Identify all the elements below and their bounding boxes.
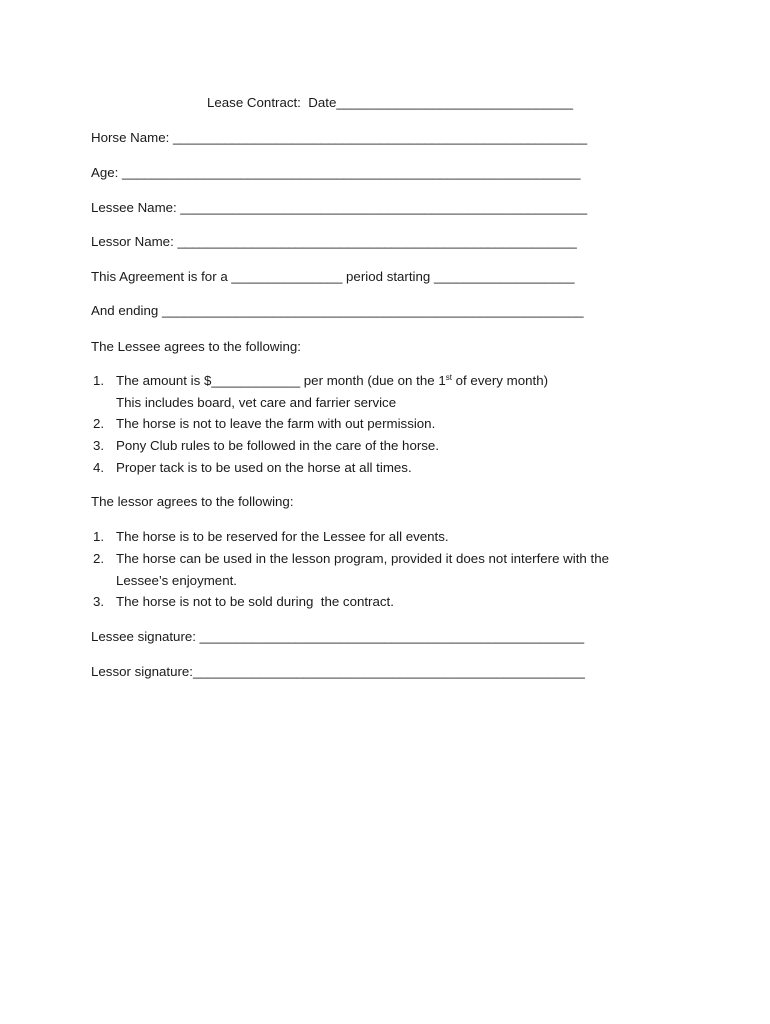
list-item: The horse is to be reserved for the Lessee for all events.: [116, 529, 449, 544]
list-item-continuation: Lessee’s enjoyment.: [116, 573, 237, 588]
agreement-period-field: This Agreement is for a _______________ period starting ___________________: [91, 269, 575, 284]
lessor-name-field: Lessor Name: ______________________________________________________: [91, 234, 577, 249]
age-field: Age: ______________________________________________________________: [91, 165, 581, 180]
list-item: Proper tack is to be used on the horse at all times.: [116, 460, 412, 475]
list-item-number: 1.: [93, 529, 105, 544]
lessor-section-heading: The lessor agrees to the following:: [91, 494, 294, 509]
list-item-number: 3.: [93, 438, 105, 453]
list-item-number: 4.: [93, 460, 105, 475]
list-item-number: 2.: [93, 551, 105, 566]
lessor-signature-field: Lessor signature:_____________________________________________________: [91, 664, 585, 679]
list-item-number: 2.: [93, 416, 105, 431]
list-item: The horse can be used in the lesson program, provided it does not interfere with the: [116, 551, 610, 566]
superscript-ordinal: st: [445, 373, 452, 382]
list-item: The horse is not to be sold during the contract.: [116, 594, 394, 609]
list-item-text-end: of every month): [451, 373, 549, 388]
and-ending-field: And ending _________________________________________________________: [91, 303, 584, 318]
list-item-number: 3.: [93, 594, 105, 609]
list-item: The horse is not to leave the farm with out permission.: [116, 416, 436, 431]
lessee-name-field: Lessee Name: _______________________________________________________: [91, 200, 588, 215]
document-title: Lease Contract: Date________________________________: [207, 95, 573, 110]
lessee-signature-field: Lessee signature: ____________________________________________________: [91, 629, 585, 644]
lessee-section-heading: The Lessee agrees to the following:: [91, 339, 301, 354]
list-item: Pony Club rules to be followed in the care of the horse.: [116, 438, 440, 453]
list-item-number: 1.: [93, 373, 105, 388]
horse-name-field: Horse Name: ________________________________________________________: [91, 130, 588, 145]
list-item-text: The amount is $____________ per month (due on the 1: [116, 373, 446, 388]
list-item-continuation: This includes board, vet care and farrier service: [116, 395, 397, 410]
list-item: [116, 373, 548, 389]
